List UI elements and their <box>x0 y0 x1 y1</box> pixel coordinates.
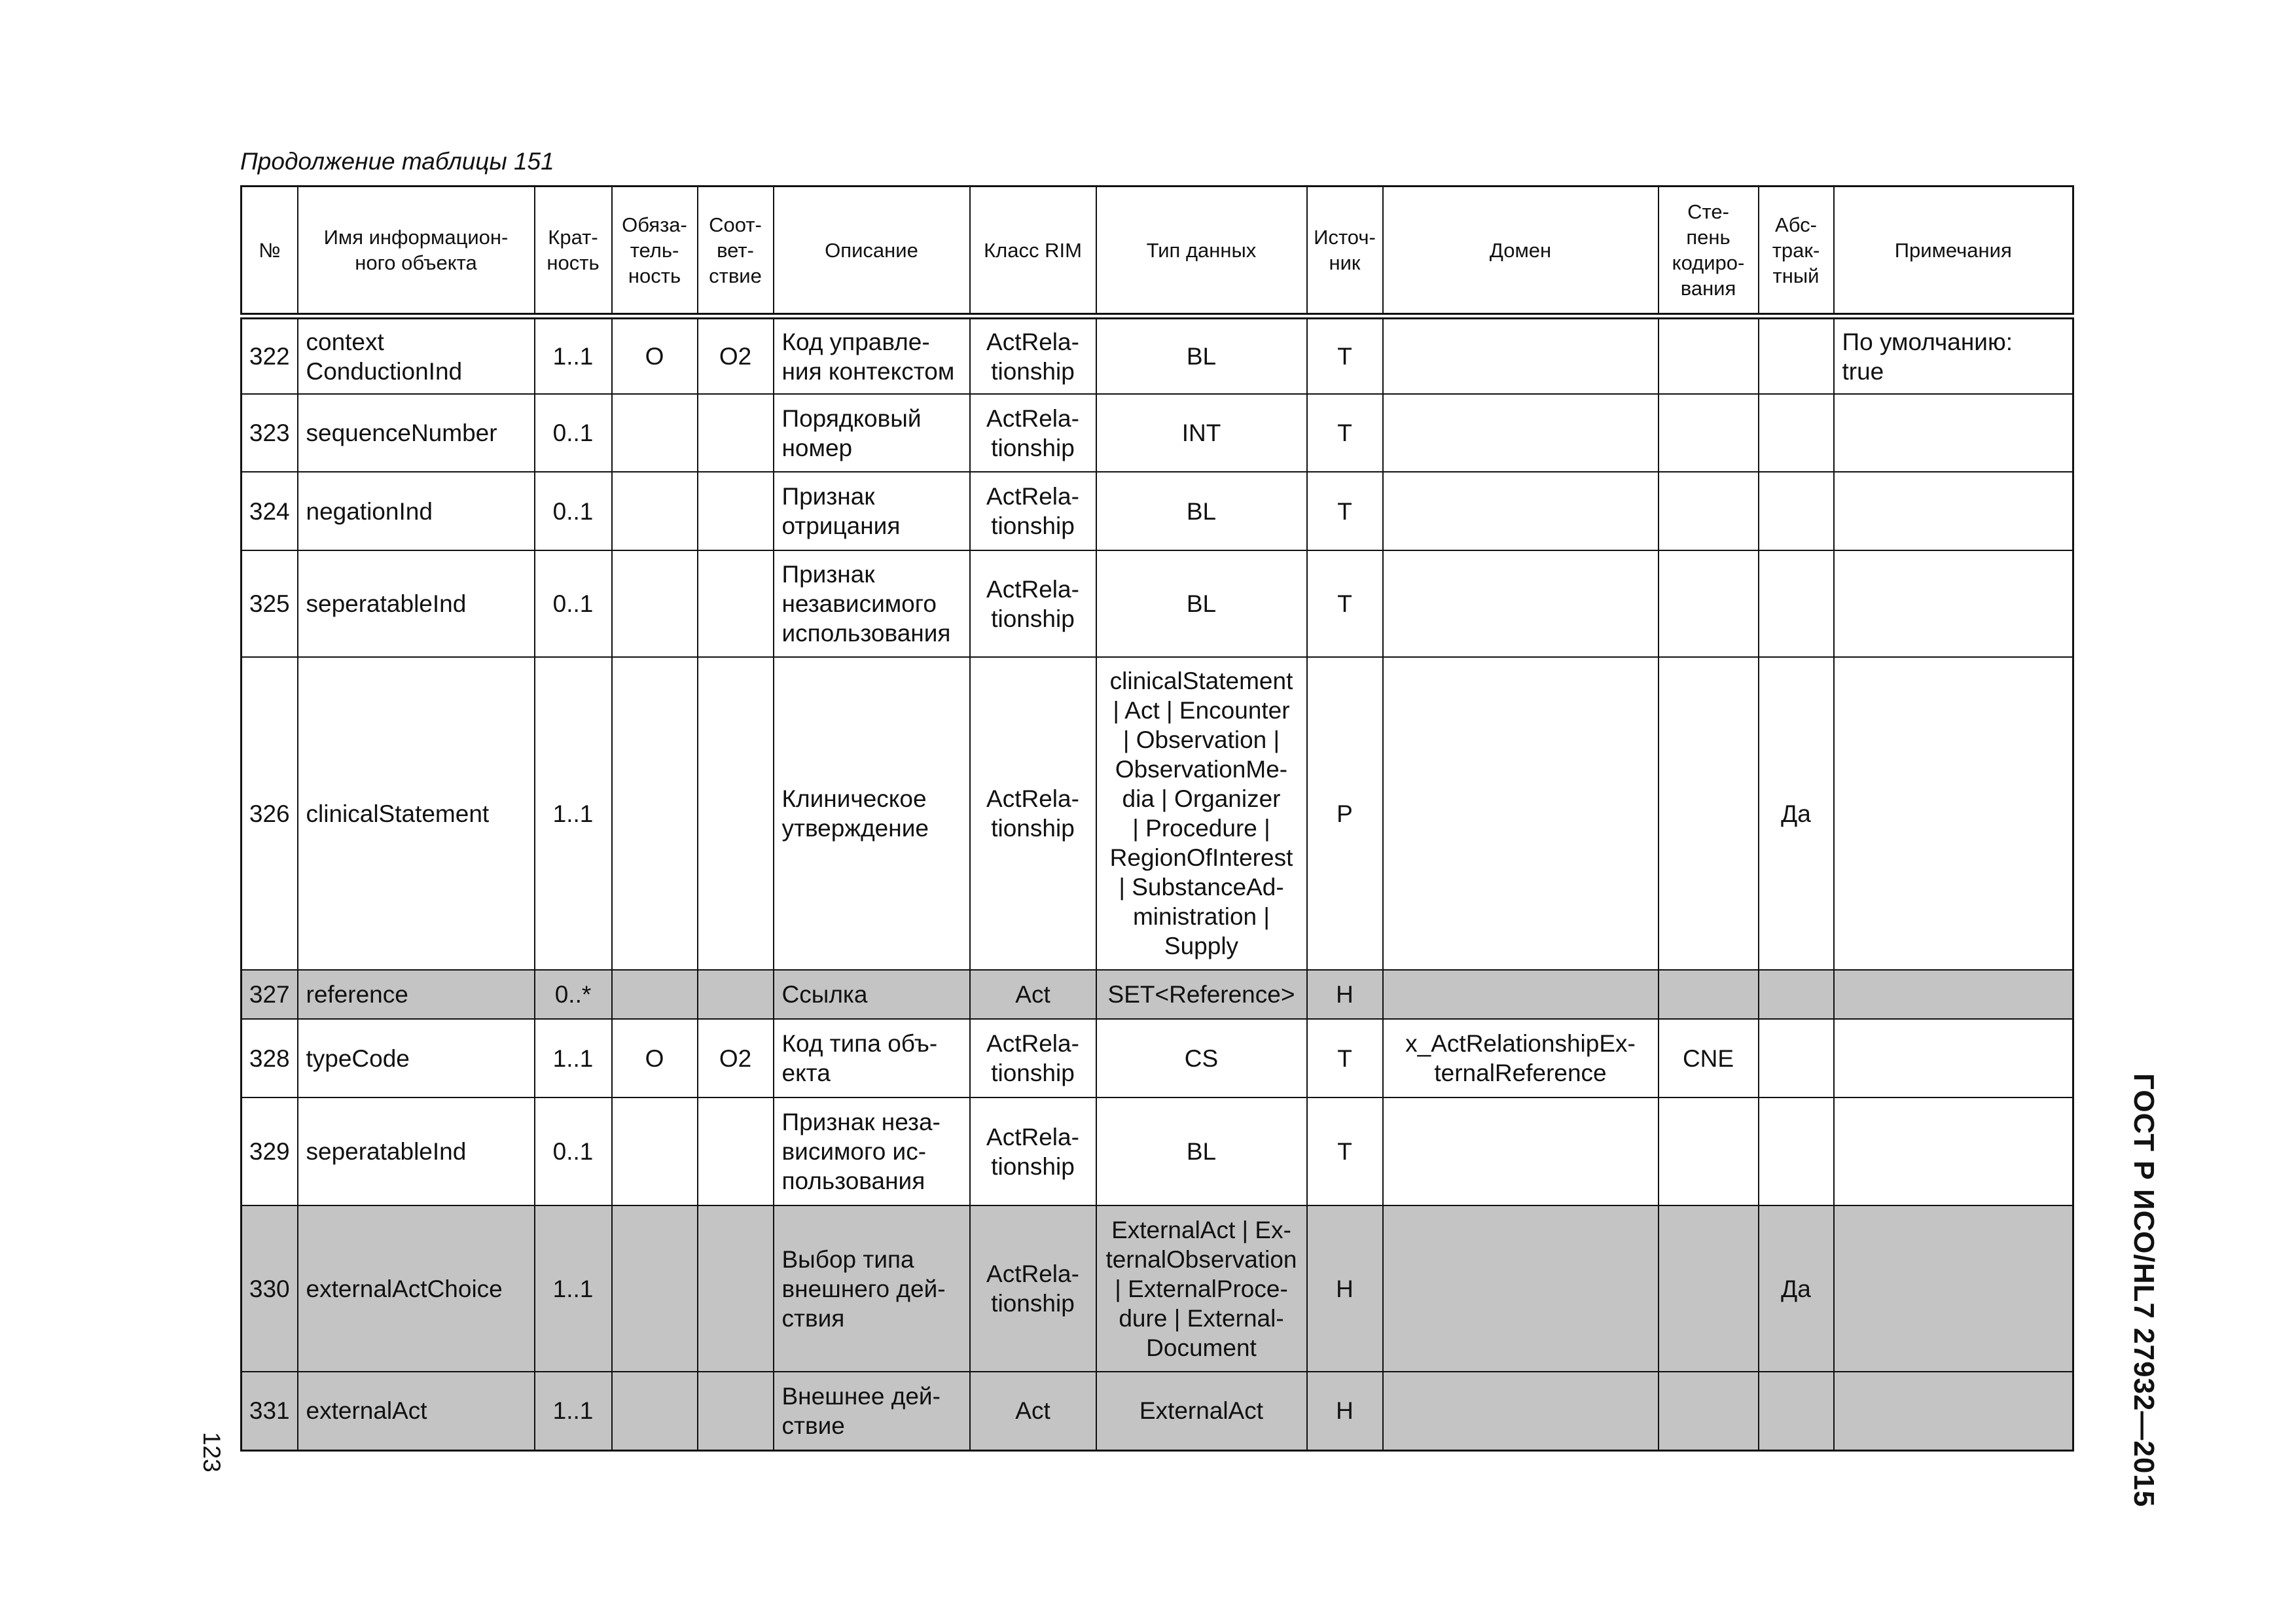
cell-abstract <box>1759 550 1834 657</box>
cell-mandatory <box>612 472 698 550</box>
cell-object-name: clinicalStatement <box>298 657 535 970</box>
cell-coding-strength <box>1659 316 1759 394</box>
table-body <box>242 316 2073 1450</box>
cell-description: Ссылка <box>774 970 970 1019</box>
cell-coding-strength <box>1659 1097 1759 1205</box>
cell-cardinality: 0..* <box>535 970 612 1019</box>
cell-conformance: O2 <box>698 1019 774 1097</box>
cell-conformance <box>698 1372 774 1450</box>
cell-source: T <box>1307 550 1383 657</box>
cell-source: H <box>1307 970 1383 1019</box>
cell-data-type: clinicalStatement | Act | Encounter | Observation | ObservationMe- dia | Organizer | Procedure | RegionOfInterest | SubstanceAd- ministration | Supply <box>1096 657 1307 970</box>
cell-cardinality: 1..1 <box>535 316 612 394</box>
cell-abstract <box>1759 1097 1834 1205</box>
cell-object-name: externalActChoice <box>298 1205 535 1372</box>
cell-cardinality: 0..1 <box>535 550 612 657</box>
header-source: Источ- ник <box>1307 187 1383 317</box>
cell-rim-class: Act <box>970 970 1096 1019</box>
cell-notes <box>1834 394 2073 472</box>
cell-number: 328 <box>242 1019 298 1097</box>
cell-conformance <box>698 1097 774 1205</box>
table-row <box>242 550 2073 657</box>
cell-notes <box>1834 970 2073 1019</box>
cell-domain <box>1383 394 1659 472</box>
cell-coding-strength <box>1659 472 1759 550</box>
cell-data-type: ExternalAct | Ex- ternalObservation | ExternalProce- dure | External- Document <box>1096 1205 1307 1372</box>
cell-object-name: context ConductionInd <box>298 316 535 394</box>
cell-data-type: BL <box>1096 550 1307 657</box>
cell-source: H <box>1307 1372 1383 1450</box>
cell-object-name: negationInd <box>298 472 535 550</box>
attributes-table <box>240 185 2074 1452</box>
table-row <box>242 1019 2073 1097</box>
cell-coding-strength <box>1659 970 1759 1019</box>
cell-domain <box>1383 550 1659 657</box>
cell-notes <box>1834 550 2073 657</box>
header-row <box>242 187 2073 317</box>
cell-data-type: SET<Reference> <box>1096 970 1307 1019</box>
cell-abstract <box>1759 1372 1834 1450</box>
header-object-name: Имя информацион- ного объекта <box>298 187 535 317</box>
table-caption: Продолжение таблицы 151 <box>240 148 554 175</box>
cell-number: 324 <box>242 472 298 550</box>
cell-source: T <box>1307 472 1383 550</box>
cell-cardinality: 1..1 <box>535 657 612 970</box>
cell-data-type: BL <box>1096 1097 1307 1205</box>
cell-mandatory <box>612 1205 698 1372</box>
cell-abstract: Да <box>1759 657 1834 970</box>
cell-cardinality: 0..1 <box>535 1097 612 1205</box>
cell-conformance <box>698 970 774 1019</box>
cell-rim-class: ActRela- tionship <box>970 1205 1096 1372</box>
cell-abstract <box>1759 472 1834 550</box>
header-rim-class: Класс RIM <box>970 187 1096 317</box>
cell-source: T <box>1307 1019 1383 1097</box>
cell-description: Код типа объ- екта <box>774 1019 970 1097</box>
cell-rim-class: ActRela- tionship <box>970 657 1096 970</box>
cell-object-name: seperatableInd <box>298 550 535 657</box>
cell-data-type: BL <box>1096 316 1307 394</box>
cell-description: Клиническое утверждение <box>774 657 970 970</box>
cell-coding-strength <box>1659 657 1759 970</box>
cell-abstract: Да <box>1759 1205 1834 1372</box>
cell-source: T <box>1307 316 1383 394</box>
cell-number: 331 <box>242 1372 298 1450</box>
cell-cardinality: 1..1 <box>535 1019 612 1097</box>
cell-data-type: BL <box>1096 472 1307 550</box>
cell-cardinality: 1..1 <box>535 1372 612 1450</box>
cell-notes <box>1834 1019 2073 1097</box>
cell-conformance: O2 <box>698 316 774 394</box>
cell-notes <box>1834 657 2073 970</box>
cell-cardinality: 1..1 <box>535 1205 612 1372</box>
header-domain: Домен <box>1383 187 1659 317</box>
header-cardinality: Крат- ность <box>535 187 612 317</box>
cell-coding-strength <box>1659 1372 1759 1450</box>
cell-abstract <box>1759 1019 1834 1097</box>
cell-mandatory <box>612 657 698 970</box>
cell-description: Признак отрицания <box>774 472 970 550</box>
cell-cardinality: 0..1 <box>535 394 612 472</box>
cell-rim-class: ActRela- tionship <box>970 1019 1096 1097</box>
cell-mandatory <box>612 550 698 657</box>
cell-data-type: ExternalAct <box>1096 1372 1307 1450</box>
table-row <box>242 657 2073 970</box>
cell-data-type: INT <box>1096 394 1307 472</box>
header-conformance: Соот- вет- ствие <box>698 187 774 317</box>
cell-notes <box>1834 472 2073 550</box>
cell-domain <box>1383 1372 1659 1450</box>
cell-object-name: reference <box>298 970 535 1019</box>
cell-cardinality: 0..1 <box>535 472 612 550</box>
cell-conformance <box>698 657 774 970</box>
cell-object-name: seperatableInd <box>298 1097 535 1205</box>
cell-domain <box>1383 970 1659 1019</box>
cell-domain <box>1383 472 1659 550</box>
cell-notes <box>1834 1372 2073 1450</box>
cell-mandatory <box>612 970 698 1019</box>
cell-rim-class: Act <box>970 1372 1096 1450</box>
cell-coding-strength: CNE <box>1659 1019 1759 1097</box>
cell-domain <box>1383 1097 1659 1205</box>
cell-domain: x_ActRelationshipEx- ternalReference <box>1383 1019 1659 1097</box>
table-row <box>242 1205 2073 1372</box>
cell-number: 329 <box>242 1097 298 1205</box>
table-row <box>242 394 2073 472</box>
cell-description: Признак неза- висимого ис- пользования <box>774 1097 970 1205</box>
cell-mandatory <box>612 394 698 472</box>
cell-description: Код управле- ния контекстом <box>774 316 970 394</box>
header-description: Описание <box>774 187 970 317</box>
cell-number: 325 <box>242 550 298 657</box>
cell-number: 322 <box>242 316 298 394</box>
cell-notes <box>1834 1097 2073 1205</box>
header-coding-strength: Сте- пень кодиро- вания <box>1659 187 1759 317</box>
cell-source: T <box>1307 394 1383 472</box>
header-number: № <box>242 187 298 317</box>
cell-conformance <box>698 550 774 657</box>
cell-source: T <box>1307 1097 1383 1205</box>
cell-description: Выбор типа внешнего дей- ствия <box>774 1205 970 1372</box>
table-row <box>242 1372 2073 1450</box>
cell-number: 323 <box>242 394 298 472</box>
cell-mandatory: O <box>612 316 698 394</box>
cell-number: 330 <box>242 1205 298 1372</box>
cell-mandatory <box>612 1372 698 1450</box>
cell-abstract <box>1759 970 1834 1019</box>
cell-notes <box>1834 1205 2073 1372</box>
page-number: 123 <box>198 1432 225 1472</box>
cell-rim-class: ActRela- tionship <box>970 394 1096 472</box>
cell-object-name: typeCode <box>298 1019 535 1097</box>
cell-object-name: sequenceNumber <box>298 394 535 472</box>
cell-data-type: CS <box>1096 1019 1307 1097</box>
table-row <box>242 316 2073 394</box>
header-notes: Примечания <box>1834 187 2073 317</box>
cell-source: P <box>1307 657 1383 970</box>
header-mandatory: Обяза- тель- ность <box>612 187 698 317</box>
cell-rim-class: ActRela- tionship <box>970 1097 1096 1205</box>
table-row <box>242 970 2073 1019</box>
cell-abstract <box>1759 316 1834 394</box>
cell-coding-strength <box>1659 550 1759 657</box>
cell-mandatory <box>612 1097 698 1205</box>
cell-number: 327 <box>242 970 298 1019</box>
cell-conformance <box>698 472 774 550</box>
cell-description: Признак независимого использования <box>774 550 970 657</box>
table-row <box>242 1097 2073 1205</box>
cell-coding-strength <box>1659 394 1759 472</box>
cell-source: H <box>1307 1205 1383 1372</box>
document-standard-title: ГОСТ Р ИСО/HL7 27932—2015 <box>2128 1073 2160 1508</box>
cell-object-name: externalAct <box>298 1372 535 1450</box>
table-row <box>242 472 2073 550</box>
cell-rim-class: ActRela- tionship <box>970 472 1096 550</box>
cell-description: Внешнее дей- ствие <box>774 1372 970 1450</box>
cell-mandatory: O <box>612 1019 698 1097</box>
cell-domain <box>1383 1205 1659 1372</box>
cell-coding-strength <box>1659 1205 1759 1372</box>
cell-conformance <box>698 1205 774 1372</box>
cell-domain <box>1383 657 1659 970</box>
cell-rim-class: ActRela- tionship <box>970 316 1096 394</box>
header-abstract: Абс- трак- тный <box>1759 187 1834 317</box>
cell-rim-class: ActRela- tionship <box>970 550 1096 657</box>
cell-number: 326 <box>242 657 298 970</box>
table-container <box>240 185 2074 1452</box>
cell-abstract <box>1759 394 1834 472</box>
header-data-type: Тип данных <box>1096 187 1307 317</box>
cell-notes: По умолчанию: true <box>1834 316 2073 394</box>
cell-domain <box>1383 316 1659 394</box>
cell-description: Порядковый номер <box>774 394 970 472</box>
cell-conformance <box>698 394 774 472</box>
